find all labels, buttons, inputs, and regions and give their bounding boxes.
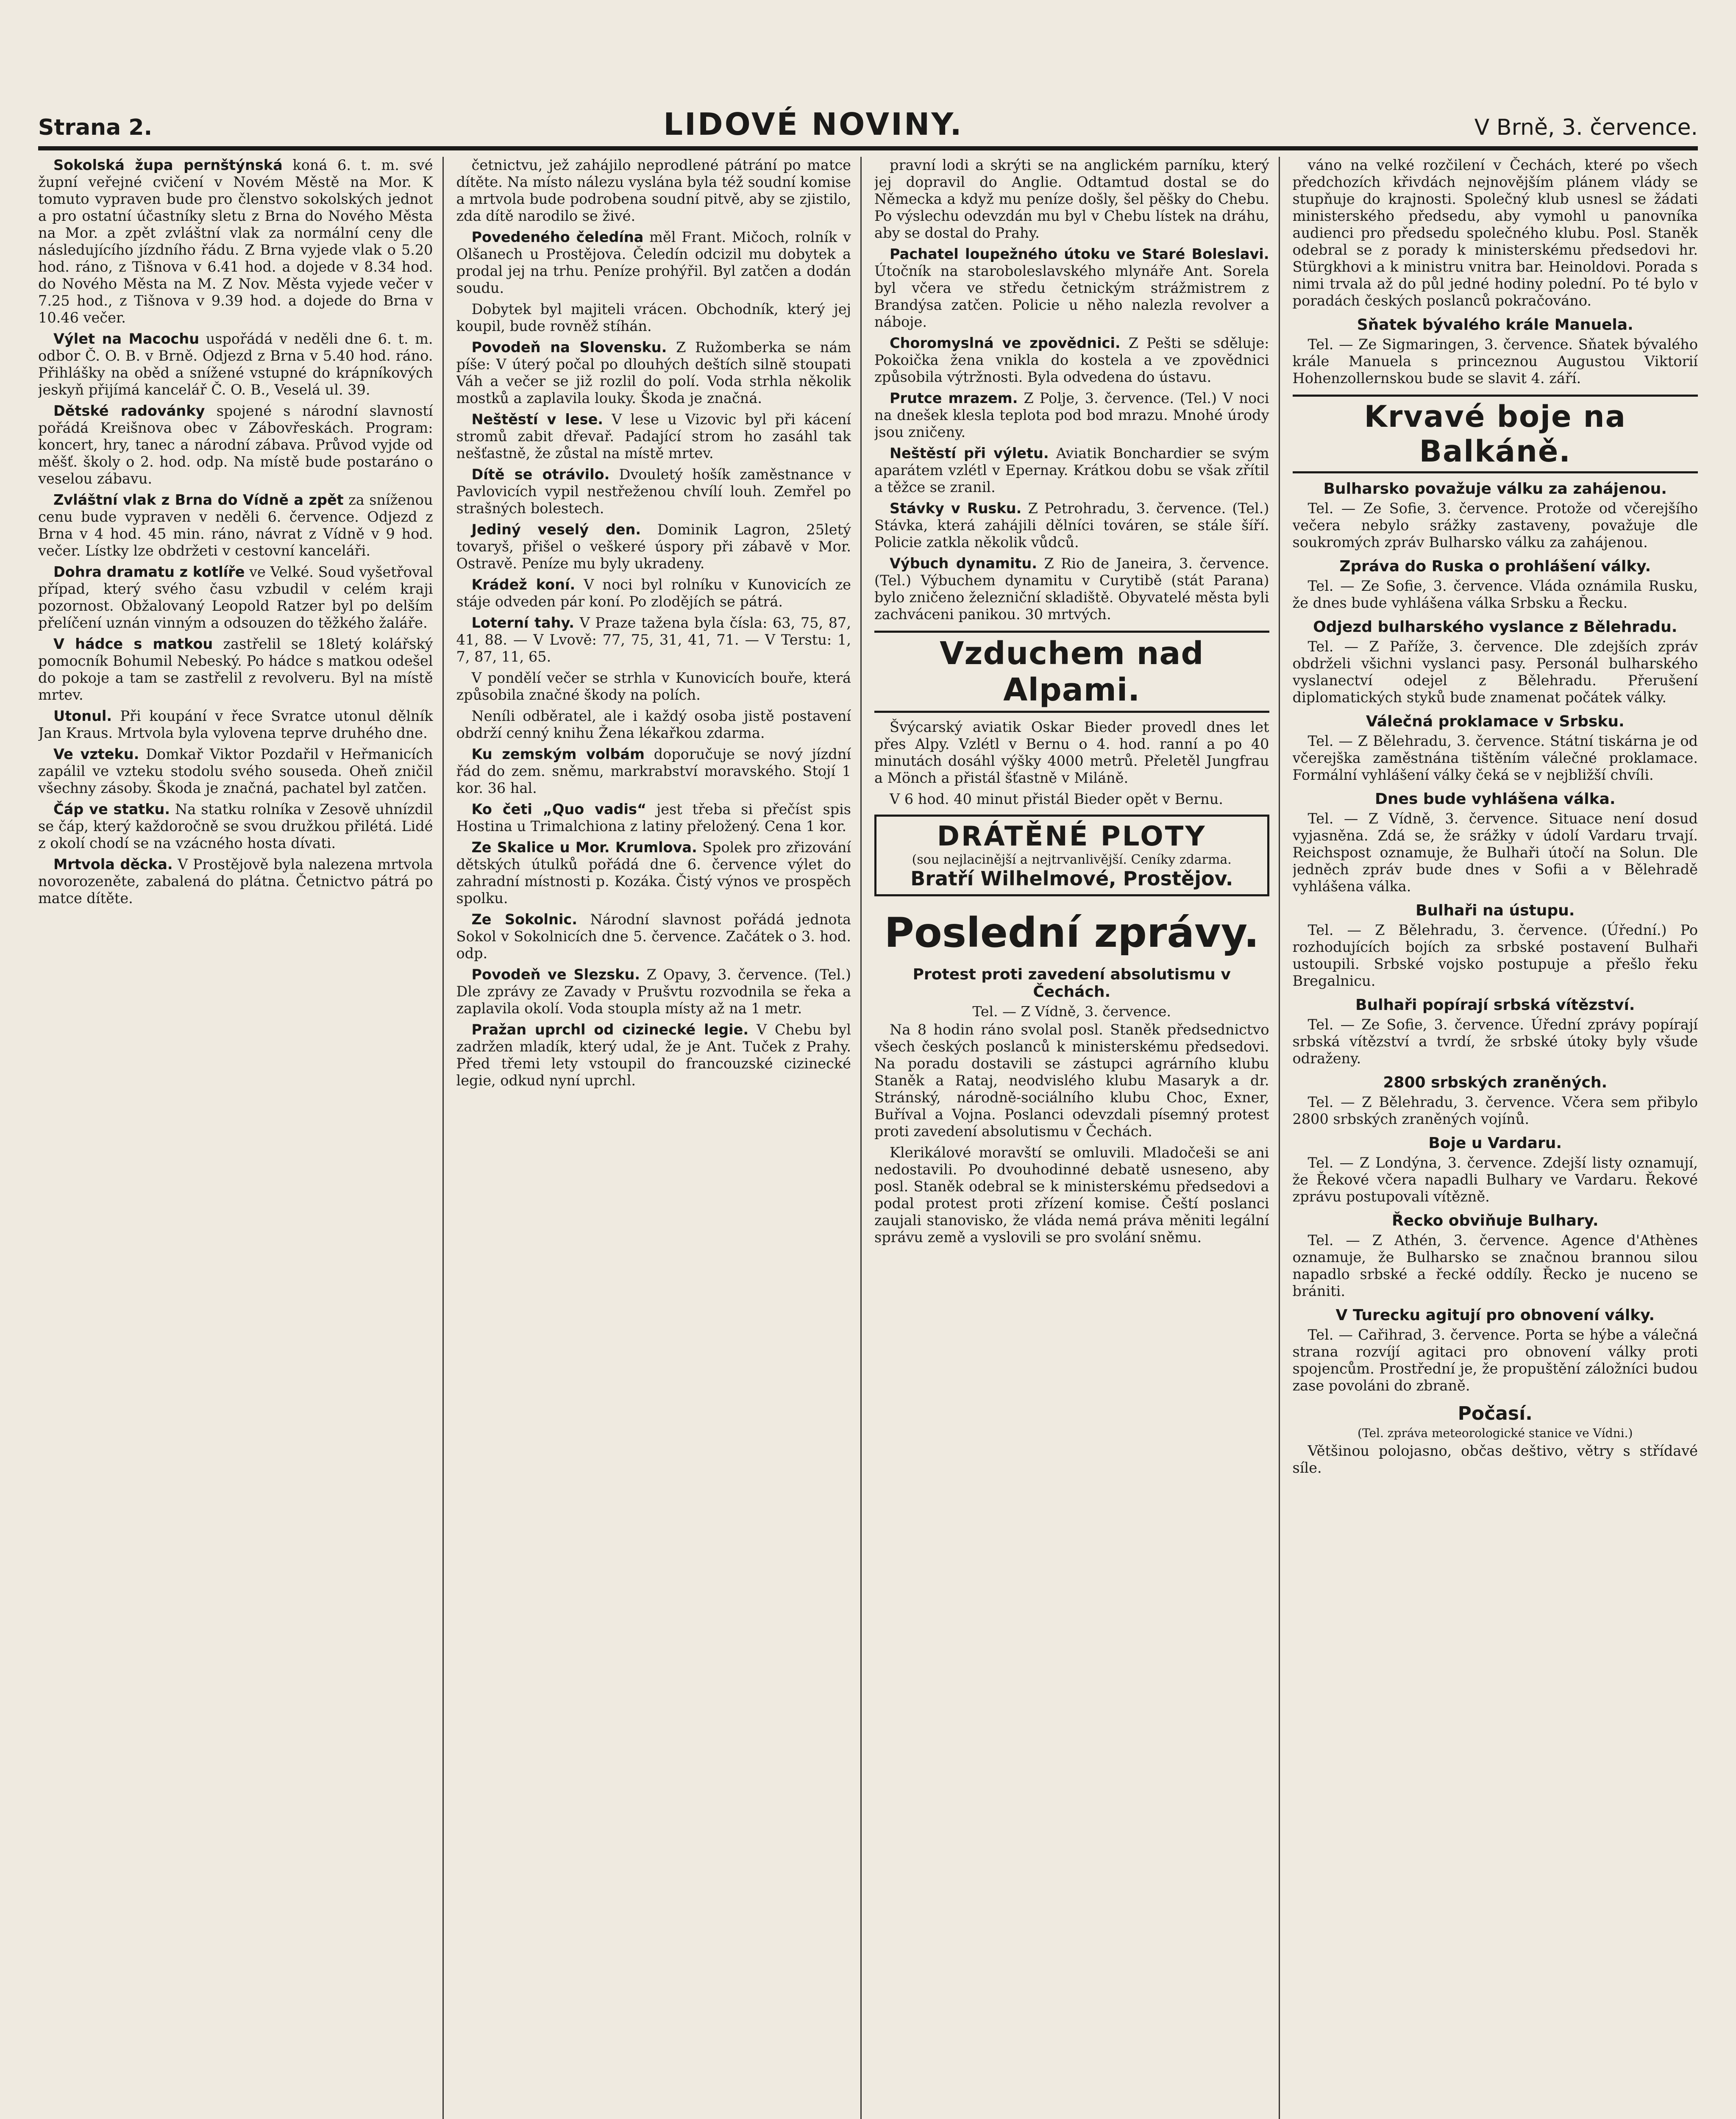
- subheadline-ustup: Bulhaři na ústupu.: [1416, 902, 1575, 919]
- article-balkan-9: Tel. — Z Londýna, 3. července. Zdejší listy oznamují, že Řekové včera napadli Bulhary ve Vardaru. Řekové zprávu postupovali vítězně.: [1292, 1154, 1698, 1205]
- article-zena-lekarkou: Neníli odběratel, ale i každý osoba jistě postavení obdrží cenný knihu Žena lékařkou zdarma.: [456, 708, 851, 741]
- subheadline-vyslanec: Odjezd bulharského vyslance z Bělehradu.: [1313, 618, 1678, 636]
- article-balkan-2: Tel. — Ze Sofie, 3. července. Vláda oznámila Rusku, že dnes bude vyhlášena válka Srbsku a Řecku.: [1292, 578, 1698, 611]
- article-protest: Na 8 hodin ráno svolal posl. Staněk předsednictvo všech českých poslanců k ministerskému předsedovi. Na poradu dostavili se zástupci agrárního klubu Staněk a Rataj, neodvislého klubu Masaryk a dr. Stránský, národně-sociálního klubu Choc, Exner, Buříval a Vojna. Poslanci odevzdali písemný protest proti zavedení absolutismu v Čechách.: [874, 1021, 1269, 1140]
- article-povoden-slovensko: Povodeň na Slovensku. Z Ružomberka se nám píše: V úterý počal po dlouhých deštích silně stoupati Váh a večer se již rozlil do polí. Voda strhla několik mostků a zaplavila louky. Škoda je značná.: [456, 339, 851, 406]
- article-boure: V pondělí večer se strhla v Kunovicích bouře, která způsobila značné škody na polích.: [456, 670, 851, 703]
- weather-text: Většinou polojasno, občas deštivo, větry s střídavé síle.: [1292, 1443, 1698, 1476]
- article-dohra-dramatu: Dohra dramatu z kotlíře ve Velké. Soud vyšetřoval případ, který svého času vzbudil v celém kraji pozornost. Obžalovaný Leopold Ratzer byl po delším přelíčení uznán vinným a odsouzen do těžkého žaláře.: [38, 564, 433, 631]
- subheadline-proklamace: Válečná proklamace v Srbsku.: [1366, 713, 1625, 730]
- article-prazan-legie: Pražan uprchl od cizinecké legie. V Chebu byl zadržen mladík, který udal, že je Ant. Tuček z Prahy. Před třemi lety vstoupil do francouzské cizinecké legie, odkud nyní uprchl.: [456, 1021, 851, 1089]
- article-dynamit: Výbuch dynamitu. Z Rio de Janeira, 3. července. (Tel.) Výbuchem dynamitu v Curytibě (stát Parana) bylo zničeno železniční skladiště. Obyvatelé města byli zachváceni panikou. 30 mrtvých.: [874, 555, 1269, 623]
- subheadline-zraneni: 2800 srbských zraněných.: [1383, 1074, 1608, 1091]
- column-4: [1293, 157, 1698, 2119]
- masthead: [38, 100, 1698, 150]
- column-1: [38, 157, 444, 2119]
- article-protest-cont: Klerikálové moravští se omluvili. Mladočeši se ani nedostavili. Po dvouhodinné debatě usneseno, aby posl. Staněk odebral se k ministerskému předsedovi a podal protest proti zřízení komise. Čeští poslanci zaujali stanovisko, že vláda nemá práva měniti legální správu země a vyslovili se pro svolání sněmu.: [874, 1144, 1269, 1246]
- article-balkan-4: Tel. — Z Bělehradu, 3. července. Státní tiskárna je od včerejška zaměstnána tištěním válečné proklamace. Formální vyhlášení války čeká se v nejbližší chvíli.: [1292, 733, 1698, 783]
- subheadline-popiraji: Bulhaři popírají srbská vítězství.: [1355, 996, 1635, 1014]
- ad-title: DRÁTĚNÉ PLOTY: [937, 821, 1207, 852]
- article-mraz: Prutce mrazem. Z Polje, 3. července. (Tel.) V noci na dnešek klesla teplota pod bod mrazu. Mnohé úrody jsou zničeny.: [874, 390, 1269, 440]
- article-vesely-den: Jediný veselý den. Dominik Lagron, 25letý tovaryš, přišel o veškeré úspory při zábavě v Mor. Ostravě. Peníze mu byly ukradeny.: [456, 521, 851, 572]
- subheadline-vardar: Boje u Vardaru.: [1428, 1135, 1562, 1152]
- article-povoden-slezsko: Povodeň ve Slezsku. Z Opavy, 3. července. (Tel.) Dle zprávy ze Zavady v Prušvtu rozvodnila se řeka a zaplavila okolí. Voda stoupla místy až na 1 metr.: [456, 966, 851, 1017]
- article-celedin-cont: Dobytek byl majiteli vrácen. Obchodník, který jej koupil, bude rovněž stíhán.: [456, 301, 851, 334]
- issue-date: V Brně, 3. července.: [1474, 115, 1698, 140]
- article-balkan-6: Tel. — Z Bělehradu, 3. července. (Úřední.) Po rozhodujících bojích za srbské postavení Bulhaři ustoupili. Srbské vojsko postupuje a přešlo řeku Bregalnicu.: [1292, 922, 1698, 989]
- article-loterie: Loterní tahy. V Praze tažena byla čísla: 63, 75, 87, 41, 88. — V Lvově: 77, 75, 31, 41, 71. — V Terstu: 1, 7, 87, 11, 65.: [456, 615, 851, 665]
- article-celedin: Povedeného čeledína měl Frant. Mičoch, rolník v Olšanech u Prostějova. Čeledín odcizil mu dobytek a prodal jej na trhu. Peníze prohýřil. Byl zatčen a dodán soudu.: [456, 229, 851, 296]
- article-alps: Švýcarský aviatik Oskar Bieder provedl dnes let přes Alpy. Vzlétl v Bernu o 4. hod. ranní a po 40 minutách dosáhl výšky 4000 metrů. Přeletěl Jungfrau a Mönch a přistál šťastně v Miláně.: [874, 719, 1269, 786]
- article-continued: váno na velké rozčilení v Čechách, které po všech předchozích křivdách nejnovějším plánem vlády se stupňuje do krajnosti. Společný klub usnesl se žádati ministerského předsedu, aby vymohl u panovníka audienci pro předsedu společného klubu. Posl. Staněk odebral se z porady k ministerskému předsedovi hr. Stürgkhovi a k ministru vnitra bar. Heinoldovi. Porada s nimi trvala až do půl jedné hodiny polední. Po té bylo v poradách českých poslanců pokračováno.: [1292, 157, 1698, 309]
- article-macocha: Výlet na Macochu uspořádá v neděli dne 6. t. m. odbor Č. O. B. v Brně. Odjezd z Brna v 5.40 hod. ráno. Přihlášky na oběd a snížené vstupné do krápníkových jeskyň přijímá kancelář Č. O. B., Veselá ul. 39.: [38, 331, 433, 398]
- article-vylet: Neštěstí při výletu. Aviatik Bonchardier se svým aparátem vzlétl v Epernay. Krátkou dobu se však zřítil a těžce se zranil.: [874, 445, 1269, 495]
- subheadline-dnes-valka: Dnes bude vyhlášena válka.: [1374, 790, 1616, 808]
- subheadline-balkan: Bulharsko považuje válku za zahájenou.: [1323, 480, 1667, 498]
- article-balkan-11: Tel. — Cařihrad, 3. července. Porta se hýbe a válečná strana rozvíjí agitaci pro obnovení války proti spojencům. Prostřední je, že propuštění záložníci budou zase povoláni do zbraně.: [1292, 1326, 1698, 1394]
- advertisement-fences: [874, 815, 1269, 896]
- ad-firm: Bratří Wilhelmové, Prostějov.: [910, 867, 1233, 890]
- article-radovanky: Dětské radovánky spojené s národní slavností pořádá Kreišnova obec v Zábovřeskách. Program: koncert, hry, tanec a národní zábava. Průvod vyjde od měšť. školy o 2. hod. odp. Na místě bude postaráno o veselou zábavu.: [38, 403, 433, 487]
- article-sokol: Sokolská župa pernštýnská koná 6. t. m. své župní veřejné cvičení v Novém Městě na Mor. K tomuto vypraven bude pro členstvo sokolských jednot a pro ostatní účastníky sletu z Brna do Nového Města na Mor. a zpět zvláštní vlak za normální ceny dle následujícího jízdního řádu. Z Brna vyjede vlak o 5.20 hod. ráno, z Tišnova v 6.41 hod. a dojede v 8.34 hod. do Nového Města na M. Z Nov. Města vyjede večer v 7.25 hod., z Tišnova v 9.39 hod. a dojede do Brna v 10.46 večer.: [38, 157, 433, 326]
- article-balkan-1: Tel. — Ze Sofie, 3. července. Protože od včerejšího večera nebylo srážky zastaveny, považuje dle soukromých zpráv Bulharsko válku za zahájenou.: [1292, 500, 1698, 551]
- article-cap: Čáp ve statku. Na statku rolníka v Zesově uhnízdil se čáp, který každoročně se svou družkou přilétá. Lidé z okolí chodí se na vzácného hosta dívati.: [38, 801, 433, 851]
- dateline: Tel. — Z Vídně, 3. července.: [972, 1003, 1171, 1020]
- article-balkan-5: Tel. — Z Vídně, 3. července. Situace není dosud vyjasněna. Zdá se, že srážky v údolí Vardaru trvají. Reichspost oznamuje, že Bulhaři útočí na Solun. Dle jedněch zpráv bude dnes v Sofii a v Bělehradě vyhlášena válka.: [1292, 810, 1698, 895]
- article-sokolnice: Ze Sokolnic. Národní slavnost pořádá jednota Sokol v Sokolnicích dne 5. července. Začátek o 3. hod. odp.: [456, 911, 851, 962]
- article-balkan-3: Tel. — Z Paříže, 3. července. Dle zdejších zpráv obdrželi všichni vyslanci pasy. Personál bulharského vyslanectví odejel z Bělehradu. Přerušení diplomatických styků bude znamenat počátek války.: [1292, 638, 1698, 706]
- article-ve-vzteku: Ve vzteku. Domkař Viktor Pozdařil v Heřmanicích zapálil ve vzteku stodolu svého souseda. Oheň zničil všechny zásoby. Škoda je značná, pachatel byl zatčen.: [38, 746, 433, 796]
- subheadline-manuel: Sňatek bývalého krále Manuela.: [1357, 316, 1633, 334]
- article-skalice: Ze Skalice u Mor. Krumlova. Spolek pro zřizování dětských útulků pořádá dne 6. července výlet do zahradní místnosti p. Kozáka. Čistý výnos ve prospěch spolku.: [456, 839, 851, 907]
- ad-line: (sou nejlacinější a nejtrvanlivější. Ceníky zdarma.: [912, 852, 1232, 867]
- subheadline-recko: Řecko obviňuje Bulhary.: [1392, 1212, 1599, 1229]
- headline-last-news: Poslední zprávy.: [884, 909, 1259, 957]
- article-continued: četnictvu, jež zahájilo neprodlené pátrání po matce dítěte. Na místo nálezu vyslána byla též soudní komise a mrtvola bude podrobena soudní pitvě, aby se zjistilo, zda dítě narodilo se živé.: [456, 157, 851, 224]
- article-columns: [38, 157, 1698, 2119]
- article-zpovednice: Choromyslná ve zpovědnici. Z Pešti se sděluje: Pokoička žena vnikla do kostela a ve zpovědnici způsobila výtržnosti. Byla odvedena do ústavu.: [874, 335, 1269, 385]
- article-balkan-8: Tel. — Z Bělehradu, 3. července. Včera sem přibylo 2800 srbských zraněných vojínů.: [1292, 1094, 1698, 1127]
- subheadline-rusko: Zpráva do Ruska o prohlášení války.: [1339, 558, 1651, 575]
- headline-alps: Vzduchem nad Alpami.: [874, 631, 1269, 713]
- newspaper-title: LIDOVÉ NOVINY.: [663, 106, 963, 142]
- article-zemske-volby: Ku zemským volbám doporučuje se nový jízdní řád do zem. sněmu, markrabství moravského. Stojí 1 kor. 36 hal.: [456, 746, 851, 796]
- article-kradez-koni: Krádež koní. V noci byl rolníku v Kunovicích ze stáje odveden pár koní. Po zlodějích se pátrá.: [456, 576, 851, 610]
- article-stavky: Stávky v Rusku. Z Petrohradu, 3. července. (Tel.) Stávka, která zahájili dělníci továren, se stále šíří. Policie zatkla několik vůdců.: [874, 500, 1269, 551]
- article-balkan-10: Tel. — Z Athén, 3. července. Agence d'Athènes oznamuje, že Bulharsko se značnou brannou silou napadlo srbské a řecké oddíly. Řecko je nuceno se brániti.: [1292, 1232, 1698, 1299]
- article-balkan-7: Tel. — Ze Sofie, 3. července. Úřední zprávy popírají srbská vítězství a tvrdí, že srbské útoky byly všude odraženy.: [1292, 1016, 1698, 1067]
- article-utonul: Utonul. Při koupání v řece Svratce utonul dělník Jan Kraus. Mrtvola byla vylovena teprve druhého dne.: [38, 708, 433, 741]
- article-pachatel: Pachatel loupežného útoku ve Staré Boleslavi. Útočník na staroboleslavského mlynáře Ant. Sorela byl včera ve středu četnickým strážmistrem z Brandýsa zatčen. Policie u něho nalezla revolver a náboje.: [874, 246, 1269, 330]
- article-quo-vadis: Ko četi „Quo vadis“ jest třeba si přečíst spis Hostina u Trimalchiona z latiny přeložený. Cena 1 kor.: [456, 801, 851, 834]
- subheadline-protest: Protest proti zavedení absolutismu v Čechách.: [913, 966, 1231, 1001]
- article-nestesti-les: Neštěstí v lese. V lese u Vizovic byl při kácení stromů zabit dřevař. Padající strom ho zasáhl tak nešťastně, že zůstal na místě mrtev.: [456, 411, 851, 462]
- weather-note: (Tel. zpráva meteorologické stanice ve Vídni.): [1358, 1426, 1633, 1440]
- article-continued: pravní lodi a skrýti se na anglickém parníku, který jej dopravil do Anglie. Odtamtud dostal se do Německa a když mu peníze došly, šel pěšky do Chebu. Po výslechu odevzdán mu byl v Chebu lístek na dráhu, aby se dostal do Prahy.: [874, 157, 1269, 241]
- article-manuel: Tel. — Ze Sigmaringen, 3. července. Sňatek bývalého krále Manuela s princeznou Augustou Viktorií Hohenzollernskou bude se slavit 4. září.: [1292, 336, 1698, 387]
- article-vlak-viden: Zvláštní vlak z Brna do Vídně a zpět za sníženou cenu bude vypraven v neděli 6. července. Odjezd z Brna v 4 hod. 45 min. ráno, návrat z Vídně v 9 hod. večer. Lístky lze obdržeti v cestovní kanceláři.: [38, 492, 433, 559]
- subheadline-turecko: V Turecku agitují pro obnovení války.: [1335, 1307, 1655, 1324]
- headline-balkan: Krvavé boje na Balkáně.: [1293, 395, 1698, 473]
- article-dite-otraveno: Dítě se otrávilo. Dvouletý hošík zaměstnance v Pavlovicích vypil nestřeženou chvílí louh. Zemřel po strašných bolestech.: [456, 466, 851, 517]
- article-mrtvola: Mrtvola děcka. V Prostějově byla nalezena mrtvola novorozeněte, zabalená do plátna. Četnictvo pátrá po matce dítěte.: [38, 856, 433, 907]
- article-alps-cont: V 6 hod. 40 minut přistál Bieder opět v Bernu.: [890, 791, 1223, 807]
- page-number: Strana 2.: [38, 115, 153, 140]
- article-hadka: V hádce s matkou zastřelil se 18letý kolářský pomocník Bohumil Nebeský. Po hádce s matkou odešel do pokoje a tam se zastřelil z revolveru. Byl na místě mrtev.: [38, 636, 433, 703]
- column-2: [456, 157, 862, 2119]
- column-3: [874, 157, 1280, 2119]
- weather-heading: Počasí.: [1458, 1403, 1533, 1424]
